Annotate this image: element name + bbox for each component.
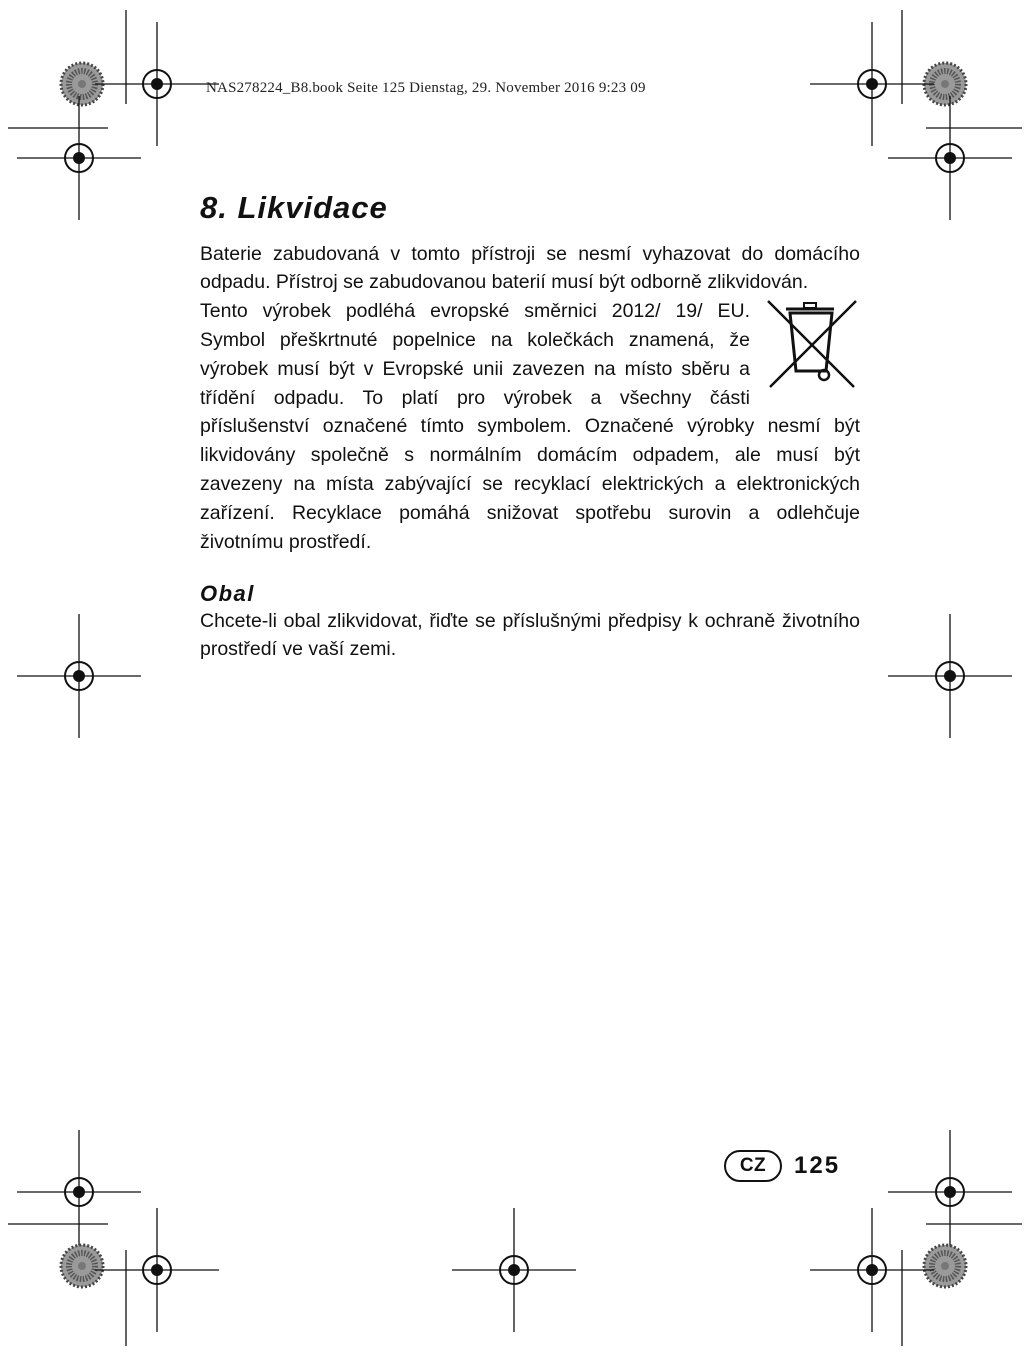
page-content: [200, 190, 860, 664]
registration-mark: [17, 614, 141, 738]
print-slug-line: NAS278224_B8.book Seite 125 Dienstag, 29. November 2016 9:23 09: [206, 80, 646, 96]
registration-mark: [810, 1208, 934, 1332]
registration-mark: [888, 614, 1012, 738]
registration-mark: [95, 1208, 219, 1332]
weee-paragraph-group: [200, 297, 860, 556]
packaging-heading: Obal: [200, 581, 255, 607]
registration-mark: [888, 1130, 1012, 1254]
crossed-out-wheelie-bin-icon: [764, 297, 860, 391]
registration-mark: [17, 1130, 141, 1254]
packaging-paragraph: Chcete-li obal zlikvidovat, řiďte se příslušnými předpisy k ochraně životního prostředí ve vaší zemi.: [200, 609, 860, 661]
registration-mark: [17, 96, 141, 220]
page-number: 125: [794, 1152, 841, 1179]
registration-mark: [95, 22, 219, 146]
registration-star-mark: [924, 1245, 966, 1287]
weee-directive-paragraph: Tento výrobek podléhá evropské směrnici 2012/ 19/ EU. Symbol přeškrtnuté popelnice na kolečkách znamená, že výrobek musí být v Evropské unii zavezen na místo sběru a třídění odpadu. To platí pro výrobek a všechny části příslušenství označené tímto symbolem. Označené výrobky nesmí být likvidovány společně s normálním domácím odpadem, ale musí být zavezeny na místa zabývající se recyklací elektrických a elektronických zařízení. Recyklace pomáhá snižovat spotřebu surovin a odlehčuje životnímu prostředí.: [200, 300, 860, 553]
page-footer: [724, 1150, 840, 1182]
battery-paragraph: Baterie zabudovaná v tomto přístroji se nesmí vyhazovat do domácího odpadu. Přístroj se zabudovanou baterií musí být odborně zlikvidován.: [200, 242, 860, 294]
section-title: 8. Likvidace: [200, 190, 388, 225]
registration-mark: [888, 96, 1012, 220]
registration-star-mark: [61, 1245, 103, 1287]
registration-mark: [810, 22, 934, 146]
country-badge: CZ: [724, 1150, 782, 1182]
registration-mark: [452, 1208, 576, 1332]
